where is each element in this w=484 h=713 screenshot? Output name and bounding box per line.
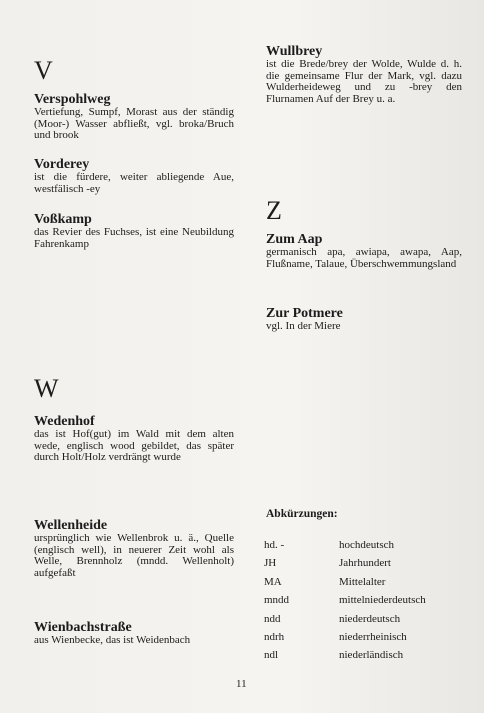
section-letter-z: Z [266,196,282,225]
entry-term: Wellenheide [34,518,108,533]
abbreviation-row [264,646,460,664]
entry-term: Wedenhof [34,414,95,429]
entry-vorderey [34,157,234,195]
entry-definition: das ist Hof(gut) im Wald mit dem alten wede, englisch wood gebildet, das später durch Holt/Holz verdrängt wurde [34,428,234,463]
abbreviation-meaning: hochdeutsch [339,539,394,551]
abbreviation-row [264,573,460,591]
abbreviation-key: MA [264,575,282,588]
entry-wedenhof [34,414,234,464]
entry-definition: germanisch apa, awiapa, awapa, Aap, Flußname, Talaue, Überschwemmungsland [266,246,462,270]
section-letter-w: W [34,374,59,403]
abbreviation-meaning: mittelniederdeutsch [339,594,426,607]
entry-definition: ist die fürdere, weiter abliegende Aue, westfälisch -ey [34,171,234,195]
entry-definition: ist die Brede/brey der Wolde, Wulde d. h. die gemeinsame Flur der Mark, vgl. dazu Wulderheideweg und zu -brey den Flurnamen Auf der Brey u. a. [266,58,462,105]
abbreviation-meaning: Jahrhundert [339,557,391,570]
abbreviation-row [264,628,460,646]
entry-vosskamp [34,212,234,250]
abbreviation-key: hd. - [264,539,285,551]
entry-term: Voßkamp [34,212,92,227]
entry-definition: vgl. In der Miere [266,320,341,332]
page-number: 11 [236,678,247,690]
abbreviation-row [264,554,460,572]
entry-wellenheide [34,518,234,579]
abbreviation-key: ndd [264,612,281,625]
entry-definition: Vertiefung, Sumpf, Morast aus der ständig (Moor-) Wasser abfließt, vgl. broka/Bruch und brook [34,106,234,141]
section-letter-v: V [34,56,53,85]
entry-term: Wienbachstraße [34,620,132,635]
entry-term: Vorderey [34,157,90,172]
entry-definition: aus Wienbecke, das ist Weidenbach [34,634,191,646]
abbreviation-key: JH [264,557,277,570]
entry-zur-potmere [266,306,462,333]
abbreviation-key: ndrh [264,630,285,643]
entry-definition: ursprünglich wie Wellenbrok u. ä., Quelle (englisch well), in neuerer Zeit wohl als Welle, Brennholz (mndd. Wellenholt) aufgefaßt [34,532,234,579]
abbreviation-meaning: niederdeutsch [339,612,401,625]
entry-term: Zum Aap [266,232,323,247]
entry-zum-aap [266,232,462,270]
entry-verspohlweg [34,92,234,142]
entry-term: Verspohlweg [34,92,111,107]
abbreviation-key: mndd [264,594,290,607]
entry-wienbachstrasse [34,620,234,647]
abbreviations-list [264,536,460,665]
entry-wullbrey [266,44,462,105]
abbreviation-meaning: Mittelalter [339,575,386,588]
abbreviations-title: Abkürzungen: [266,508,338,520]
entry-term: Wullbrey [266,44,323,59]
abbreviation-row [264,591,460,609]
entry-term: Zur Potmere [266,306,343,321]
abbreviation-key: ndl [264,649,279,662]
abbreviation-meaning: niederländisch [339,649,404,662]
abbreviation-meaning: niederrheinisch [339,630,407,643]
abbreviation-row [264,610,460,628]
entry-definition: das Revier des Fuchses, ist eine Neubildung Fahrenkamp [34,226,234,250]
abbreviation-row [264,536,460,554]
